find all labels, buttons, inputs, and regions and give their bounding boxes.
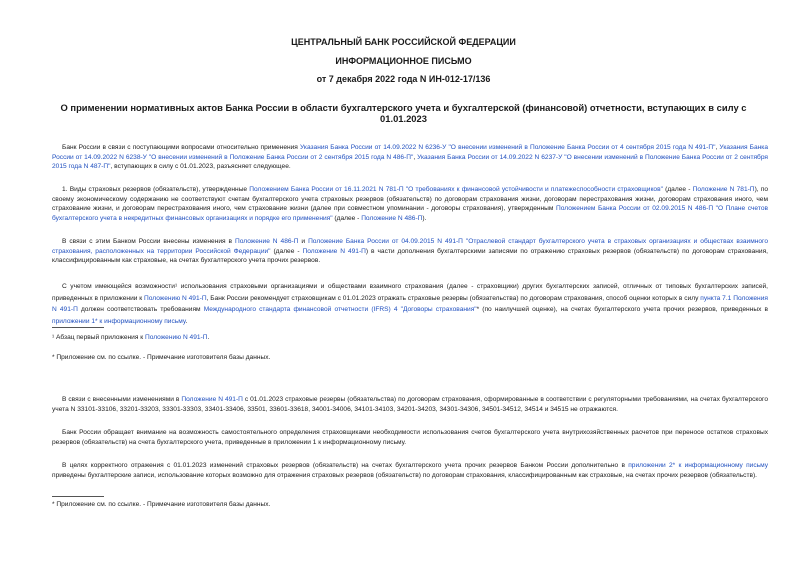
link-ifrs-4[interactable]: Международного стандарта финансовой отчетности (IFRS) 4 "Договоры страхования" [203, 306, 477, 313]
paragraph-3: С учетом имеющейся возможности¹ использования страховыми организациями и обществами взаимного страхования (далее - страховщики) других бухгалтерских записей, отличных от типовых бухгалтерских записей, приведенных в приложении к Положению N 491-П, Банк России рекомендует страховщикам с 01.01.2023 отражать страховые резервы (обязательства) по договорам страхования, способ оценки которых в силу пункта 7.1 Положения N 491-П должен соответствовать требованиям Международного стандарта финансовой отчетности (IFRS) 4 "Договоры страхования"* (по наилучшей оценке), на счетах бухгалтерского учета прочих резервов, приведенных в приложении 1* к информационному письму. [52, 283, 768, 325]
paragraph-1: 1. Виды страховых резервов (обязательств), утвержденные Положением Банка России от 16.11.2021 N 781-П "О требованиях к финансовой устойчивости и платежеспособности страховщиков" (далее - Положение N 781-П), по своему экономическому содержанию не соответствуют счетам бухгалтерского учета страховых резервов (обязательств) по договорам страхования жизни, договорам перестрахования жизни, договорам страхования иного, чем страхование жизни, и договорам перестрахования иного, чем страхование жизни (далее при совместном упоминании - договоры страхования), утвержденным Положением Банка России от 02.09.2015 N 486-П "О Плане счетов бухгалтерского учета в некредитных финансовых организациях и порядке его применения" (далее - Положение N 486-П). [52, 186, 769, 222]
doc-title: О применении нормативных актов Банка России в области бухгалтерского учета и бухгалтерской (финансовой) отчетности, вступающих в силу с 01.01.2023 [60, 102, 747, 124]
link-prilozhenie-2[interactable]: приложении 2* к информационному письму [628, 462, 768, 469]
link-ukazanie-6237[interactable]: Указания Банка России от 14.09.2022 N 6237-У "О внесении изменений в Положение Банка России от 2 сентября 2015 года N 487-П" [52, 153, 769, 171]
link-ukazanie-6238[interactable]: Указания Банка России от 14.09.2022 N 6238-У "О внесении изменений в Положение Банка России от 2 сентября 2015 года N 486-П" [52, 144, 768, 161]
link-polozhenie-486[interactable]: Положением Банка России от 02.09.2015 N 486-П "О Плане счетов бухгалтерского учета в некредитных финансовых организациях и порядке его применения" [52, 205, 768, 222]
footnote-divider [52, 327, 104, 328]
footnote-1: ¹ Абзац первый приложения к Положению N 491-П. [52, 334, 210, 341]
paragraph-6: В целях корректного отражения с 01.01.2023 изменений страховых резервов (обязательств) на счетах бухгалтерского учета прочих резервов Банком России дополнительно в приложении 2* к информационному письму приведены бухгалтерские записи, использование которых возможно для отражения страховых резервов (обязательств) по договорам страхования, классифицированным как страховые, на счетах прочих резервов (обязательств). [52, 462, 768, 479]
footnote-2: * Приложение см. по ссылке. - Примечание изготовителя базы данных. [52, 354, 271, 361]
link-polozhenie-486-short[interactable]: Положение N 486-П [361, 214, 423, 222]
footnote-divider-2 [52, 496, 104, 497]
link-footnote-polozhenie-491[interactable]: Положению N 491-П [144, 334, 208, 341]
paragraph-4: В связи с внесенными изменениями в Положение N 491-П с 01.01.2023 страховые резервы (обязательства) по договорам страхования, сформированные в соответствии с регуляторными требованиями, на счетах бухгалтерского учета N 33101-33106, 33201-33203, 33301-33303, 33401-33406, 33501, 33601-33618, 34001-34006, 34101-34103, 34201-34203, 34301-34306, 34501-34512, 34514 и 34515 не отражаются. [52, 396, 768, 413]
link-polozhenie-491[interactable]: Положение Банка России от 04.09.2015 N 491-П "Отраслевой стандарт бухгалтерского учета в страховых организациях и обществах взаимного страхования, расположенных на территории Российской Федерации" [52, 238, 768, 255]
doc-date-number: от 7 декабря 2022 года N ИН-012-17/136 [316, 74, 491, 84]
paragraph-2: В связи с этим Банком России внесены изменения в Положение N 486-П и Положение Банка России от 04.09.2015 N 491-П "Отраслевой стандарт бухгалтерского учета в страховых организациях и обществах взаимного страхования, расположенных на территории Российской Федерации" (далее - Положение N 491-П) в части дополнения бухгалтерскими записями по отражению страховых резервов (обязательств) по договорам страхования, классифицированным как страховые, на счетах бухгалтерского учета прочих резервов. [52, 238, 768, 265]
link-polozhenie-491-short[interactable]: Положение N 491-П [302, 247, 366, 255]
org-name: ЦЕНТРАЛЬНЫЙ БАНК РОССИЙСКОЙ ФЕДЕРАЦИИ [291, 37, 516, 47]
link-polozhenie-486-b[interactable]: Положение N 486-П [235, 238, 299, 245]
paragraph-5: Банк России обращает внимание на возможность самостоятельного определения страховщиками необходимости использования счетов бухгалтерского учета внутрихозяйственных расчетов при переносе остатков страховых резервов (обязательств) на счета бухгалтерского учета, приведенные в приложении 1 к информационному письму. [52, 429, 768, 446]
paragraph-intro: Банк России в связи с поступающими вопросами относительно применения Указания Банка России от 14.09.2022 N 6236-У "О внесении изменений в Положение Банка России от 4 сентября 2015 года N 491-П", Указания Банка России от 14.09.2022 N 6238-У "О внесении изменений в Положение Банка России от 2 сентября 2015 года N 486-П", Указания Банка России от 14.09.2022 N 6237-У "О внесении изменений в Положение Банка России от 2 сентября 2015 года N 487-П", вступающих в силу с 01.01.2023, разъясняет следующее. [52, 144, 769, 171]
link-polozhenie-781-short[interactable]: Положение N 781-П [692, 186, 755, 193]
link-polozhenie-491-b[interactable]: Положению N 491-П [144, 294, 207, 302]
footnote-3: * Приложение см. по ссылке. - Примечание изготовителя базы данных. [52, 501, 271, 508]
doc-type: ИНФОРМАЦИОННОЕ ПИСЬМО [335, 56, 472, 66]
link-polozhenie-781[interactable]: Положением Банка России от 16.11.2021 N 781-П "О требованиях к финансовой устойчивости и платежеспособности страховщиков" [249, 186, 663, 193]
link-punkt-7-1[interactable]: пункта 7.1 Положения N 491-П [52, 294, 768, 313]
link-ukazanie-6236[interactable]: Указания Банка России от 14.09.2022 N 6236-У "О внесении изменений в Положение Банка России от 4 сентября 2015 года N 491-П" [300, 144, 716, 151]
link-polozhenie-491-c[interactable]: Положение N 491-П [181, 396, 243, 403]
link-prilozhenie-1[interactable]: приложении 1* к информационному письму [52, 317, 186, 325]
